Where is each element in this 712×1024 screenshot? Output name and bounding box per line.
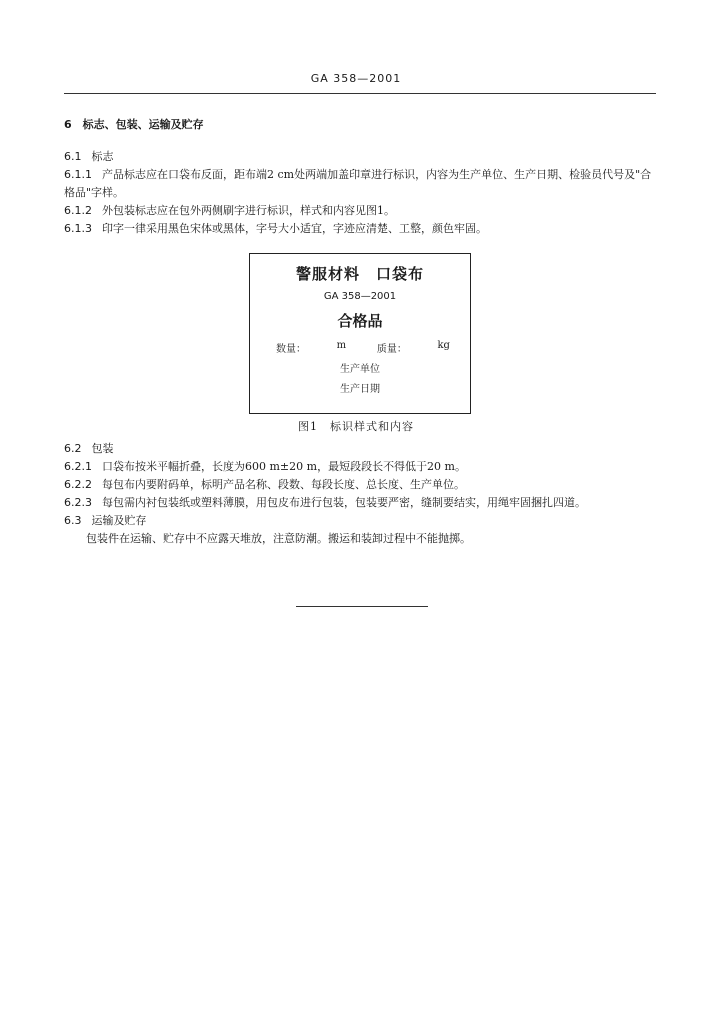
clause-text: 产品标志应在口袋布反面，距布端2 cm处两端加盖印章进行标识，内容为生产单位、生产日期、检验员代号及"合格品"字样。	[64, 168, 652, 199]
clause-6-2-2	[64, 476, 656, 494]
section-heading: 6 标志、包装、运输及贮存	[64, 118, 204, 131]
clause-text: 口袋布按米平幅折叠，长度为600 m±20 m，最短段段长不得低于20 m。	[102, 460, 466, 473]
clause-number: 6.2	[64, 442, 82, 455]
clause-number: 6.2.2	[64, 478, 92, 491]
standard-code-header: GA 358—2001	[310, 72, 402, 85]
clause-title: 标志	[91, 150, 114, 163]
clause-number: 6.1	[64, 150, 82, 163]
clause-6-1-3	[64, 220, 656, 238]
quantity-label: 数量：	[276, 344, 306, 355]
clause-title: 运输及贮存	[91, 514, 147, 527]
clause-title: 包装	[91, 442, 114, 455]
clause-text: 每包布内要附码单，标明产品名称、段数、每段长度、总长度、生产单位。	[102, 478, 465, 491]
label-grade: 合格品	[337, 312, 383, 330]
clause-6-1-2	[64, 202, 656, 220]
label-quantity-row	[250, 340, 470, 355]
header-divider	[64, 93, 656, 94]
clause-text: 每包需内衬包装纸或塑料薄膜，用包皮布进行包装，包装要严密，缝制要结实，用绳牢固捆扎四道。	[102, 496, 586, 509]
clause-6-2-3	[64, 494, 656, 512]
label-title: 警服材料 口袋布	[295, 265, 424, 283]
clause-number: 6.2.3	[64, 496, 92, 509]
section-6-2-content	[64, 440, 656, 548]
clause-text: 印字一律采用黑色宋体或黑体，字号大小适宜，字迹应清楚、工整，颜色牢固。	[102, 222, 487, 235]
package-label-sample	[249, 253, 471, 414]
clause-number: 6.3	[64, 514, 82, 527]
clause-6-1-1	[64, 166, 656, 202]
label-producer: 生产单位	[340, 364, 380, 375]
clause-number: 6.1.2	[64, 204, 92, 217]
clause-6-3-text: 包装件在运输、贮存中不应露天堆放，注意防潮。搬运和装卸过程中不能抛掷。	[86, 532, 471, 545]
clause-6-2	[64, 440, 656, 458]
section-6-content	[64, 116, 656, 238]
end-divider	[296, 606, 428, 607]
mass-label: 质量：	[376, 344, 407, 355]
clause-number: 6.2.1	[64, 460, 92, 473]
label-production-date: 生产日期	[340, 384, 380, 395]
label-standard: GA 358—2001	[323, 291, 397, 302]
clause-number: 6.1.3	[64, 222, 92, 235]
mass-unit: kg	[437, 340, 450, 351]
quantity-unit: m	[336, 340, 347, 351]
clause-6-3	[64, 512, 656, 530]
figure-caption: 图1 标识样式和内容	[298, 420, 414, 433]
clause-6-1	[64, 148, 656, 166]
clause-text: 外包装标志应在包外两侧刷字进行标识，样式和内容见图1。	[102, 204, 395, 217]
clause-number: 6.1.1	[64, 168, 92, 181]
clause-6-2-1	[64, 458, 656, 476]
